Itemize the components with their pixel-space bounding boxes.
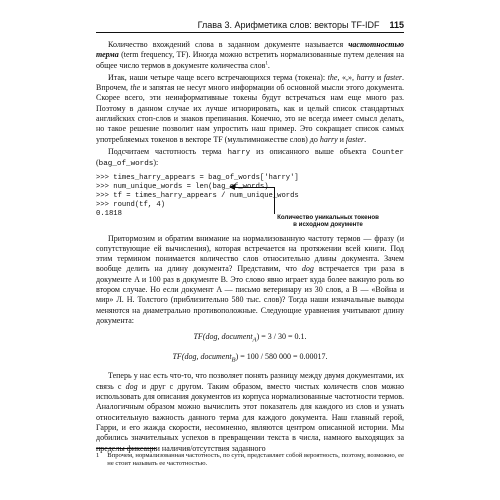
text-run: Теперь у нас есть что-то, что позволяет понять разницу между двумя документами, их связь с — [96, 371, 404, 391]
paragraph-tokens — [96, 73, 404, 145]
footnote — [96, 452, 404, 469]
text-run: Притормозим и обратим внимание на нормализованную частоту термов — фразу (и сопутствующие ей вычисления), которая встречается на протяжении всей книги. Под этим термином понимается количество слов относительно длины документа. Зачем вообще делить на длину документа? Представим, что — [96, 233, 404, 274]
text-run: и — [337, 134, 346, 144]
page-number: 115 — [389, 20, 404, 30]
page-body — [96, 40, 404, 454]
footnote-ref[interactable]: 1 — [265, 60, 268, 66]
text-run: и запятая не несут много информации об основной мысли этого документа. Скорее всего, эти неинформативные токены будут встречаться нам еще много раз. Поэтому в данном случае их лучше игнорировать, как и целый список стандартных английских стоп-слов и знаков препинания. Конечно, это не всегда имеет смысл делать, но такое решение позволит нам упростить наш пример. Это сокращает список самых употребляемых токенов в векторе TF (мультимножестве слов) до — [96, 83, 404, 144]
formula-subscript: B — [231, 356, 236, 364]
text-run: , «,», — [337, 72, 357, 82]
code-listing — [96, 174, 404, 232]
word-highlight: dog — [301, 264, 314, 274]
formula-part: ) = 3 / 30 = 0.1. — [256, 332, 307, 342]
text-run: из описанного выше объекта — [250, 146, 373, 156]
callout-connector — [274, 187, 275, 214]
callout-arrow-icon — [230, 187, 274, 188]
text-run: ): — [153, 158, 159, 168]
code-callout — [274, 214, 382, 229]
paragraph-normalization — [96, 234, 404, 327]
formula-part: TF — [193, 332, 203, 342]
paragraph-term-frequency — [96, 40, 404, 71]
text-run: и друг с другом. Таким образом, вместо чистых количеств слов можно использовать для описания документов из корпуса нормализованные частотности термов. Аналогичным образом можно вычислить этот показатель для каждого из слов и узнать относительную важность данного терма для каждого документа. Наш главный герой, Гарри, и его жажда скорости, несомненно, являются центром описанной истории. Мы добились значительных успехов в превращении текста в числа, намного выходящих за пределы фиксации наличия/отсутствия заданного — [96, 381, 404, 453]
code-line: >>> tf = times_harry_appears / num_unique_words — [96, 191, 299, 200]
chapter-title: Глава 3. Арифметика слов: векторы TF-IDF — [197, 20, 380, 30]
word-highlight: harry — [356, 72, 375, 82]
text-run: Подсчитаем частотность терма — [108, 146, 228, 156]
formula-part: ) = 100 / 580 000 = 0.00017. — [235, 351, 328, 361]
term-highlight: частотностью терма — [96, 40, 404, 60]
footnote-rule — [96, 448, 156, 449]
code-line: 0.1818 — [96, 209, 122, 218]
formula-part: TF — [172, 351, 182, 361]
word-highlight: the — [130, 83, 141, 93]
code-line: >>> round(tf, 4) — [96, 200, 166, 209]
paragraph-relative-importance — [96, 371, 404, 453]
header-rule — [96, 32, 404, 33]
formula-tf-b — [96, 352, 404, 366]
formula-tf-a — [96, 332, 404, 346]
word-highlight: harry — [319, 134, 338, 144]
word-highlight: faster — [383, 72, 403, 82]
callout-line: Количество уникальных токенов — [277, 213, 379, 221]
text-run: встречается три раза в документе A и 100 раз в документе B. Это слово явно играет куда более важную роль во втором случае. Но если документ A — письмо ветеринару из 30 слов, а B — «Война и мир» Л. Н. Толстого (приблизительно 580 тыс. слов)? Тогда наши изначальные выводы меняются на диаметрально противоположные. Следующие уравнения учитывают длину документа: — [96, 264, 404, 325]
code-line: >>> num_unique_words = len(bag_of_words) — [96, 182, 269, 191]
footnote-number: 1 — [96, 452, 100, 459]
text-run: Итак, наши четыре чаще всего встречающихся терма (токена): — [108, 72, 328, 82]
inline-code: Counter — [372, 148, 404, 157]
running-header — [96, 18, 404, 32]
formula-subscript: A — [252, 336, 257, 344]
word-highlight: faster — [345, 134, 365, 144]
text-run: (term frequency, TF). Иногда можно встретить нормализованные путем деления на общее число термов в документе количества слов — [96, 50, 404, 70]
formula-part: (dog, document — [202, 332, 253, 342]
word-highlight: the — [327, 72, 338, 82]
text-run: ( — [96, 158, 99, 168]
inline-code: harry — [227, 148, 251, 157]
formula-part: (dog, document — [181, 351, 232, 361]
word-highlight: dog — [125, 381, 138, 391]
text-run: . — [267, 60, 270, 70]
inline-code: bag_of_words — [98, 160, 154, 169]
callout-line: в исходном документе — [293, 220, 363, 228]
text-run: . — [364, 134, 367, 144]
text-run: Количество вхождений слова в заданном документе называется — [108, 40, 349, 49]
paragraph-count-harry — [96, 147, 404, 170]
footnote-text: Впрочем, нормализованная частотность, по сути, представляет собой вероятность, поэтому, возможно, ее не стоит называть ее частотностью. — [107, 452, 404, 468]
text-run: и — [374, 72, 384, 82]
text-run: . Впрочем, — [96, 72, 405, 93]
code-line: >>> times_harry_appears = bag_of_words['harry'] — [96, 173, 299, 182]
